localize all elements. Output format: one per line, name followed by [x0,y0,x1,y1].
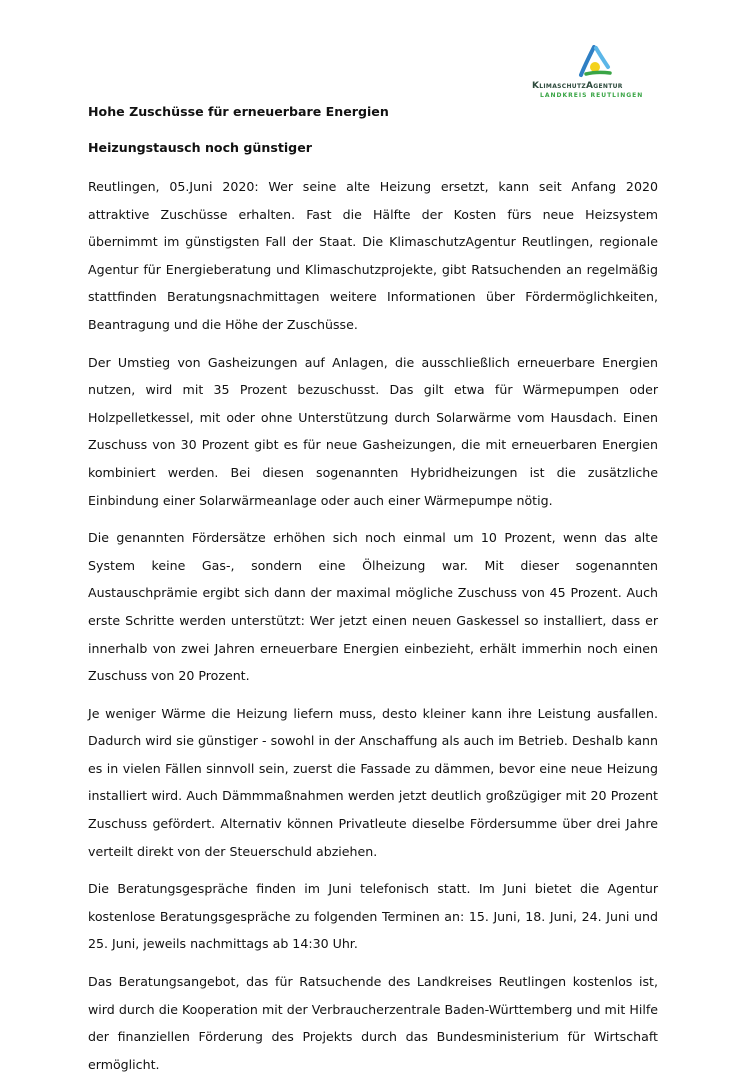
paragraph: Das Beratungsangebot, das für Ratsuchende des Landkreises Reutlingen kostenlos ist, wird durch die Kooperation mit der Verbraucherzentrale Baden-Württemberg und mit Hilfe der finanziellen Förderung des Projekts durch das Bundesministerium für Wirtschaft ermöglicht. [88,974,658,1072]
document-subtitle: Heizungstausch noch günstiger [88,140,312,155]
paragraph: Die Beratungsgespräche finden im Juni telefonisch statt. Im Juni bietet die Agentur kostenlose Beratungsgespräche zu folgenden Terminen an: 15. Juni, 18. Juni, 24. Juni und 25. Juni, jeweils nachmittags ab 14:30 Uhr. [88,881,658,952]
klimaschutzagentur-logo [532,45,656,100]
press-release [88,103,658,1088]
document-title: Hohe Zuschüsse für erneuerbare Energien [88,104,389,119]
logo-mark-icon [578,45,612,79]
logo-subtitle: LANDKREIS REUTLINGEN [540,92,644,99]
paragraph: Die genannten Fördersätze erhöhen sich noch einmal um 10 Prozent, wenn das alte System keine Gas-, sondern eine Ölheizung war. Mit dieser sogenannten Austauschprämie ergibt sich dann der maximal mögliche Zuschuss von 45 Prozent. Auch erste Schritte werden unterstützt: Wer jetzt einen neuen Gaskessel so installiert, dass er innerhalb von zwei Jahren erneuerbare Energien einbezieht, erhält immerhin noch einen Zuschuss von 20 Prozent. [88,530,658,684]
logo-name: KlimaschutzAgentur [532,81,623,91]
paragraph: Je weniger Wärme die Heizung liefern muss, desto kleiner kann ihre Leistung ausfallen. Dadurch wird sie günstiger - sowohl in der Anschaffung als auch im Betrieb. Deshalb kann es in vielen Fällen sinnvoll sein, zuerst die Fassade zu dämmen, bevor eine neue Heizung installiert wird. Auch Dämmmaßnahmen werden jetzt deutlich großzügiger mit 20 Prozent Zuschuss gefördert. Alternativ können Privatleute dieselbe Fördersumme über drei Jahre verteilt direkt von der Steuerschuld abziehen. [88,705,658,859]
paragraph: Reutlingen, 05.Juni 2020: Wer seine alte Heizung ersetzt, kann seit Anfang 2020 attraktive Zuschüsse erhalten. Fast die Hälfte der Kosten fürs neue Heizsystem übernimmt im günstigsten Fall der Staat. Die KlimaschutzAgentur Reutlingen, regionale Agentur für Energieberatung und Klimaschutzprojekte, gibt Ratsuchenden an regelmäßig stattfinden Beratungsnachmittagen weitere Informationen über Fördermöglichkeiten, Beantragung und die Höhe der Zuschüsse. [88,179,658,332]
paragraph: Der Umstieg von Gasheizungen auf Anlagen, die ausschließlich erneuerbare Energien nutzen, wird mit 35 Prozent bezuschusst. Das gilt etwa für Wärmepumpen oder Holzpelletkessel, mit oder ohne Unterstützung durch Solarwärme vom Hausdach. Einen Zuschuss von 30 Prozent gibt es für neue Gasheizungen, die mit erneuerbaren Energien kombiniert werden. Bei diesen sogenannten Hybridheizungen ist die zusätzliche Einbindung einer Solarwärmeanlage oder auch einer Wärmepumpe nötig. [88,354,658,508]
